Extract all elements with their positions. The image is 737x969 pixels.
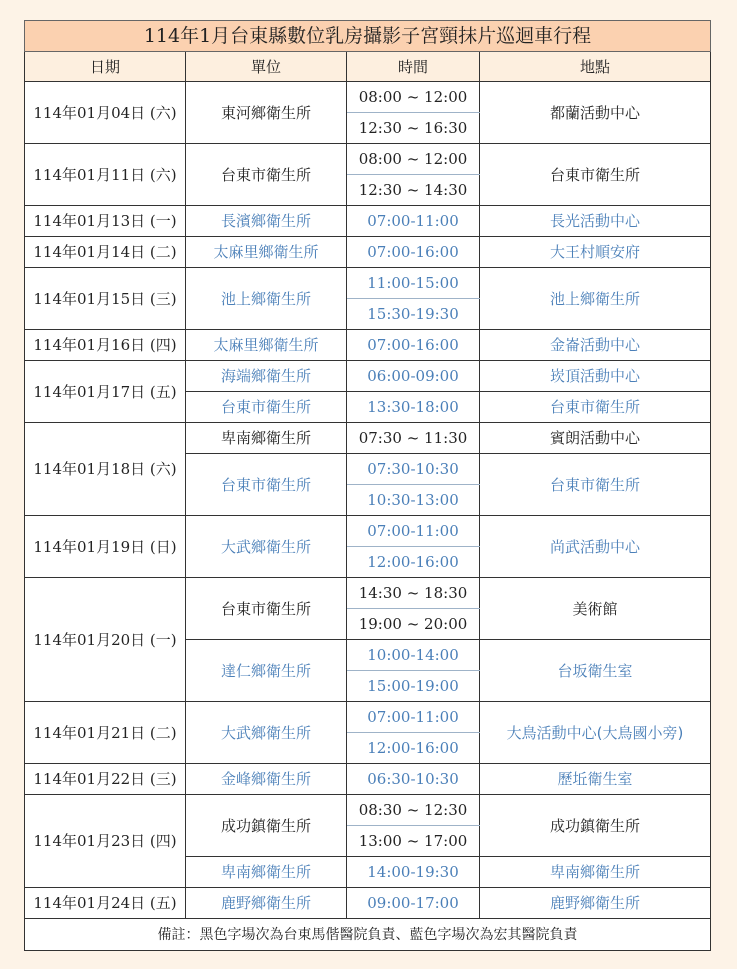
location-cell: 金崙活動中心 bbox=[480, 330, 711, 361]
location-cell: 尚武活動中心 bbox=[480, 516, 711, 578]
unit-cell: 海端鄉衛生所 bbox=[186, 361, 347, 392]
time-cell: 12:30 ~ 16:30 bbox=[347, 113, 480, 144]
time-cell: 07:00-16:00 bbox=[347, 330, 480, 361]
date-cell: 114年01月14日 (二) bbox=[25, 237, 186, 268]
table-row bbox=[25, 268, 711, 299]
table-row bbox=[25, 361, 711, 392]
time-cell: 07:30-10:30 bbox=[347, 454, 480, 485]
time-cell: 07:30 ~ 11:30 bbox=[347, 423, 480, 454]
unit-cell: 太麻里鄉衛生所 bbox=[186, 330, 347, 361]
location-cell: 成功鎮衛生所 bbox=[480, 795, 711, 857]
time-cell: 10:00-14:00 bbox=[347, 640, 480, 671]
location-cell: 大王村順安府 bbox=[480, 237, 711, 268]
page-title: 114年1月台東縣數位乳房攝影子宮頸抹片巡迴車行程 bbox=[25, 21, 711, 52]
table-row bbox=[25, 330, 711, 361]
unit-cell: 台東市衛生所 bbox=[186, 392, 347, 423]
unit-cell: 太麻里鄉衛生所 bbox=[186, 237, 347, 268]
location-cell: 池上鄉衛生所 bbox=[480, 268, 711, 330]
time-cell: 14:30 ~ 18:30 bbox=[347, 578, 480, 609]
unit-cell: 池上鄉衛生所 bbox=[186, 268, 347, 330]
time-cell: 07:00-11:00 bbox=[347, 516, 480, 547]
footnote: 備註：黑色字場次為台東馬偕醫院負責、藍色字場次為宏其醫院負責 bbox=[25, 919, 711, 951]
time-cell: 06:00-09:00 bbox=[347, 361, 480, 392]
time-cell: 07:00-16:00 bbox=[347, 237, 480, 268]
time-cell: 13:30-18:00 bbox=[347, 392, 480, 423]
date-cell: 114年01月21日 (二) bbox=[25, 702, 186, 764]
unit-cell: 金峰鄉衛生所 bbox=[186, 764, 347, 795]
unit-cell: 長濱鄉衛生所 bbox=[186, 206, 347, 237]
table-row bbox=[25, 888, 711, 919]
location-cell: 台東市衛生所 bbox=[480, 144, 711, 206]
date-cell: 114年01月22日 (三) bbox=[25, 764, 186, 795]
table-row bbox=[25, 144, 711, 175]
location-cell: 卑南鄉衛生所 bbox=[480, 857, 711, 888]
unit-cell: 卑南鄉衛生所 bbox=[186, 423, 347, 454]
location-cell: 美術館 bbox=[480, 578, 711, 640]
table-row bbox=[25, 206, 711, 237]
time-cell: 11:00-15:00 bbox=[347, 268, 480, 299]
unit-cell: 台東市衛生所 bbox=[186, 454, 347, 516]
header-location: 地點 bbox=[480, 52, 711, 82]
time-cell: 15:30-19:30 bbox=[347, 299, 480, 330]
time-cell: 08:00 ~ 12:00 bbox=[347, 144, 480, 175]
header-date: 日期 bbox=[25, 52, 186, 82]
date-cell: 114年01月19日 (日) bbox=[25, 516, 186, 578]
title-row bbox=[25, 21, 711, 52]
time-cell: 10:30-13:00 bbox=[347, 485, 480, 516]
location-cell: 歷坵衛生室 bbox=[480, 764, 711, 795]
time-cell: 09:00-17:00 bbox=[347, 888, 480, 919]
date-cell: 114年01月20日 (一) bbox=[25, 578, 186, 702]
schedule-body bbox=[25, 21, 711, 919]
table-row bbox=[25, 82, 711, 113]
time-cell: 15:00-19:00 bbox=[347, 671, 480, 702]
location-cell: 長光活動中心 bbox=[480, 206, 711, 237]
location-cell: 賓朗活動中心 bbox=[480, 423, 711, 454]
unit-cell: 成功鎮衛生所 bbox=[186, 795, 347, 857]
note-row bbox=[25, 919, 711, 951]
date-cell: 114年01月17日 (五) bbox=[25, 361, 186, 423]
unit-cell: 達仁鄉衛生所 bbox=[186, 640, 347, 702]
location-cell: 台坂衛生室 bbox=[480, 640, 711, 702]
date-cell: 114年01月18日 (六) bbox=[25, 423, 186, 516]
time-cell: 06:30-10:30 bbox=[347, 764, 480, 795]
time-cell: 19:00 ~ 20:00 bbox=[347, 609, 480, 640]
location-cell: 台東市衛生所 bbox=[480, 392, 711, 423]
unit-cell: 台東市衛生所 bbox=[186, 144, 347, 206]
schedule-table bbox=[24, 20, 711, 951]
unit-cell: 東河鄉衛生所 bbox=[186, 82, 347, 144]
location-cell: 都蘭活動中心 bbox=[480, 82, 711, 144]
time-cell: 08:00 ~ 12:00 bbox=[347, 82, 480, 113]
time-cell: 08:30 ~ 12:30 bbox=[347, 795, 480, 826]
time-cell: 13:00 ~ 17:00 bbox=[347, 826, 480, 857]
table-row bbox=[25, 795, 711, 826]
time-cell: 07:00-11:00 bbox=[347, 206, 480, 237]
unit-cell: 鹿野鄉衛生所 bbox=[186, 888, 347, 919]
table-row bbox=[25, 423, 711, 454]
location-cell: 大鳥活動中心(大鳥國小旁) bbox=[480, 702, 711, 764]
header-unit: 單位 bbox=[186, 52, 347, 82]
location-cell: 台東市衛生所 bbox=[480, 454, 711, 516]
date-cell: 114年01月23日 (四) bbox=[25, 795, 186, 888]
date-cell: 114年01月11日 (六) bbox=[25, 144, 186, 206]
date-cell: 114年01月24日 (五) bbox=[25, 888, 186, 919]
location-cell: 崁頂活動中心 bbox=[480, 361, 711, 392]
date-cell: 114年01月04日 (六) bbox=[25, 82, 186, 144]
time-cell: 07:00-11:00 bbox=[347, 702, 480, 733]
time-cell: 12:30 ~ 14:30 bbox=[347, 175, 480, 206]
time-cell: 12:00-16:00 bbox=[347, 733, 480, 764]
date-cell: 114年01月16日 (四) bbox=[25, 330, 186, 361]
table-row bbox=[25, 237, 711, 268]
unit-cell: 卑南鄉衛生所 bbox=[186, 857, 347, 888]
table-row bbox=[25, 516, 711, 547]
header-time: 時間 bbox=[347, 52, 480, 82]
unit-cell: 大武鄉衛生所 bbox=[186, 702, 347, 764]
time-cell: 14:00-19:30 bbox=[347, 857, 480, 888]
location-cell: 鹿野鄉衛生所 bbox=[480, 888, 711, 919]
header-row bbox=[25, 52, 711, 82]
table-row bbox=[25, 578, 711, 609]
unit-cell: 大武鄉衛生所 bbox=[186, 516, 347, 578]
unit-cell: 台東市衛生所 bbox=[186, 578, 347, 640]
table-row bbox=[25, 702, 711, 733]
time-cell: 12:00-16:00 bbox=[347, 547, 480, 578]
date-cell: 114年01月15日 (三) bbox=[25, 268, 186, 330]
table-row bbox=[25, 764, 711, 795]
date-cell: 114年01月13日 (一) bbox=[25, 206, 186, 237]
